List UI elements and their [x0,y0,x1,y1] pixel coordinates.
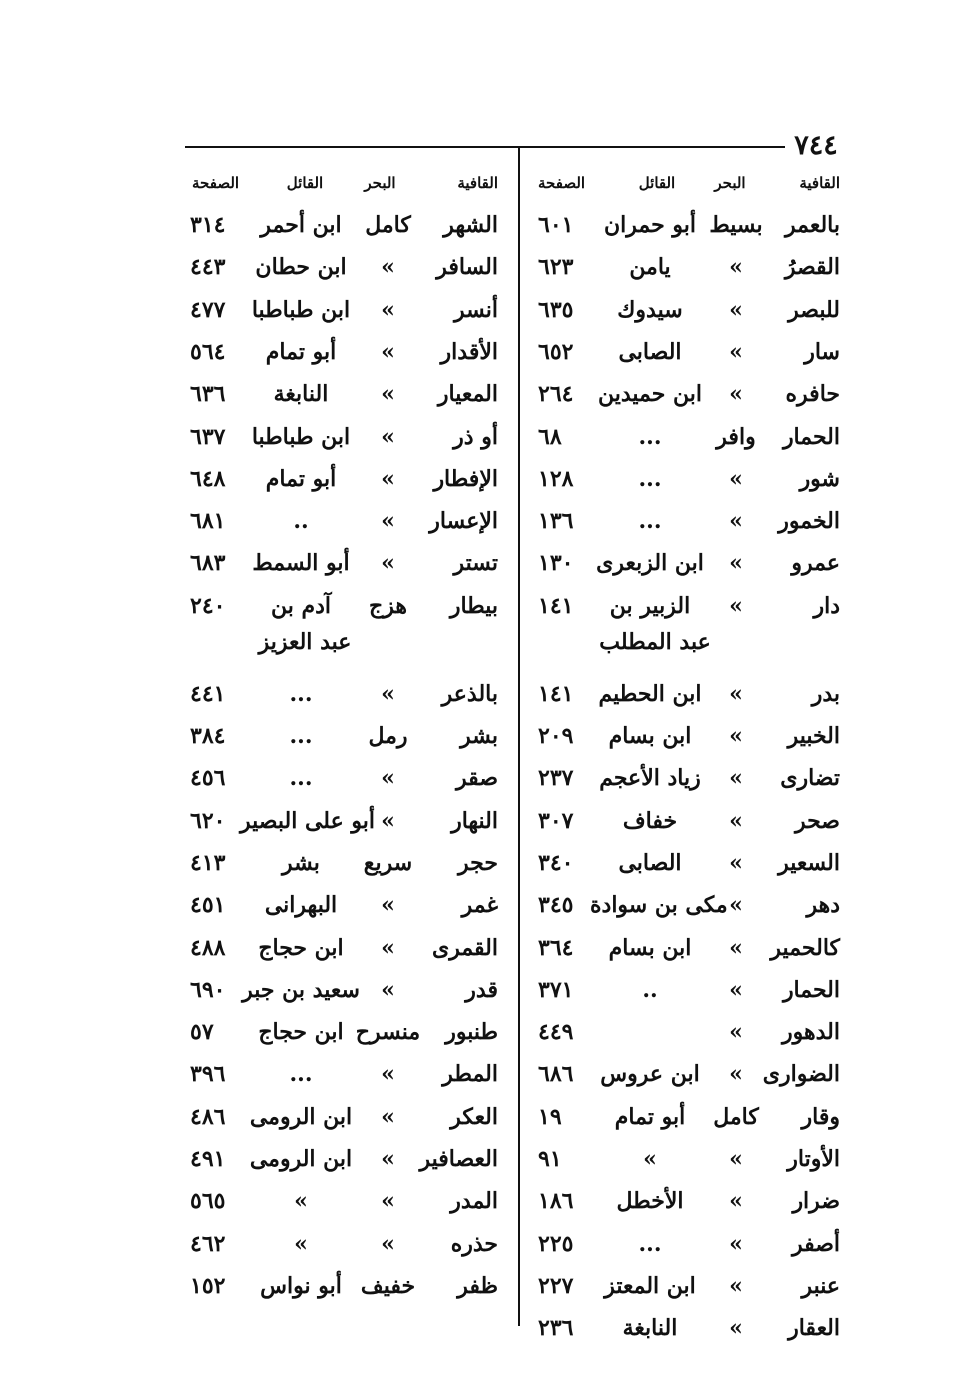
poet-cell: ابن أحمر [260,212,342,238]
page-cell: ٤٨٨ [190,934,226,961]
poet-cell: ابن بسام [608,723,692,749]
poet-continuation: عبد العزيز [258,628,352,655]
poet-cell: النابغة [273,381,329,408]
rhyme-cell: تستر [453,550,498,577]
page-cell: ٢٤٠ [190,592,226,619]
rhyme-cell: قدر [465,976,498,1003]
page-cell: ٤٥٦ [190,765,226,792]
meter-cell: « [729,934,743,961]
poet-cell: ابن حجاج [258,934,344,961]
meter-cell: كامل [713,1103,759,1130]
poet-cell: الصابى [618,849,682,876]
meter-cell: « [729,550,743,577]
page-cell: ٤٩١ [190,1146,226,1172]
poet-cell: ابن طباطبا [251,296,351,323]
index-row [0,679,975,719]
index-row [0,548,975,588]
page-cell: ٣٤٥ [538,892,574,919]
page-cell: ٤٥١ [190,892,226,919]
index-row [0,1059,975,1099]
meter-cell: « [381,254,395,281]
rhyme-cell: ظفر [457,1272,498,1299]
rhyme-cell: بالعمر [785,212,840,238]
page-cell: ٦٣٧ [190,423,226,450]
meter-cell: « [381,976,395,1003]
poet-cell: ... [638,508,662,535]
meter-cell: خفيف [360,1272,416,1299]
index-row [0,337,975,377]
rhyme-cell: عمرو [791,550,840,577]
meter-cell: « [729,338,743,365]
meter-cell: سريع [363,849,413,876]
poet-cell: ابن الحطيم [598,680,702,707]
meter-cell: « [729,296,743,323]
rhyme-cell: الضوارى [762,1061,840,1088]
index-row [0,464,975,504]
poet-cell: أبو تمام [265,465,337,492]
page-cell: ٣٨٤ [190,723,226,749]
meter-cell: « [729,1061,743,1088]
page-cell: ٦٩٠ [190,976,226,1003]
page-cell: ٣١٤ [190,212,226,238]
poet-continuation: عبد المطلب [599,628,711,655]
poet-cell: الزبير بن [609,592,691,619]
rhyme-cell: تضارى [780,765,840,792]
rhyme-cell: القصرُ [784,254,840,281]
header-rhyme-left: القافية [457,174,498,192]
page-cell: ١٢٨ [538,465,574,492]
page-cell: ١٤١ [538,680,574,707]
rhyme-cell: حذره [450,1230,498,1257]
meter-cell: « [381,550,395,577]
meter-cell: « [729,807,743,834]
rhyme-cell: صقر [456,765,498,792]
index-row [0,295,975,335]
page-cell: ٣٧١ [538,976,574,1003]
rhyme-cell: المدر [450,1188,498,1215]
meter-cell: « [381,680,395,707]
index-row [0,422,975,462]
poet-cell: أبو نواس [260,1272,342,1299]
index-row [0,210,975,250]
page-cell: ٤١٣ [190,849,226,876]
index-row [0,591,975,631]
page-cell: ٢٢٧ [538,1272,574,1299]
page-cell: ٦٨٦ [538,1061,574,1088]
rhyme-cell: سار [804,338,840,365]
page-cell: ٦٣٥ [538,296,574,323]
index-row [0,506,975,546]
rhyme-cell: المعيار [437,381,498,408]
index-row [0,1229,975,1269]
page-cell: ٤٧٧ [190,296,226,323]
page-cell: ٤٨٦ [190,1103,226,1130]
meter-cell: « [729,508,743,535]
poet-cell: ... [289,1061,313,1088]
meter-cell: وافر [716,423,756,450]
rhyme-cell: دهر [806,892,840,919]
poet-cell: الأخطل [616,1188,684,1215]
page-cell: ٦٨١ [190,508,226,535]
header-page-left: الصفحة [192,174,240,192]
poet-cell: سعيد بن جبر [242,976,360,1003]
rhyme-cell: الإفطار [433,465,498,492]
page-cell: ٩١ [538,1146,562,1172]
page-cell: ٣٤٠ [538,849,574,876]
poet-cell: ابن الزبعرى [596,550,704,577]
page-cell: ٥٦٤ [190,338,226,365]
meter-cell: رمل [368,723,408,749]
rhyme-cell: طنبور [445,1019,498,1046]
page-cell: ٦٣٦ [190,381,226,408]
header-rhyme-right: القافية [799,174,840,192]
header-poet-right: القائل [638,174,676,192]
poet-cell: ابن حميدين [597,381,703,408]
rhyme-cell: أو ذر [453,423,498,450]
poet-cell: خفاف [622,807,678,834]
page-cell: ١٤١ [538,592,574,619]
rhyme-cell: عنبر [801,1272,840,1299]
rhyme-cell: السافر [436,254,498,281]
rhyme-cell: بيطار [449,592,498,619]
page-cell: ٢٢٥ [538,1230,574,1257]
poet-cell: ابن الرومى [249,1146,353,1172]
rhyme-cell: غمر [461,892,498,919]
meter-cell: بسيط [709,212,763,238]
page-cell: ٣٩٦ [190,1061,226,1088]
poet-cell: ... [638,1230,662,1257]
poet-cell: ... [638,423,662,450]
page-cell: ٢٣٧ [538,765,574,792]
poet-cell: آدم بن [270,592,332,619]
page-number: ٧٤٤ [794,130,838,161]
page-cell: ٤٤٩ [538,1019,574,1046]
meter-cell: كامل [365,212,411,238]
poet-cell: ابن حجاج [258,1019,344,1046]
page-cell: ٦٥٢ [538,338,574,365]
meter-cell: « [729,1146,743,1172]
page-cell: ٢٣٦ [538,1315,574,1342]
poet-cell: يامن [629,254,671,281]
index-row [0,721,975,761]
page-cell: ١٥٢ [190,1272,226,1299]
rhyme-cell: صحر [794,807,840,834]
page-cell: ٢٦٤ [538,381,574,408]
poet-cell: ابن طباطبا [251,423,351,450]
rhyme-cell: بشر [460,723,498,749]
page-cell: ٦٢٣ [538,254,574,281]
meter-cell: « [729,1019,743,1046]
page-cell: ٤٦٢ [190,1230,226,1257]
index-row [0,933,975,973]
rhyme-cell: المطر [442,1061,498,1088]
index-row [0,1271,975,1311]
page-cell: ٦٨ [538,423,562,450]
meter-cell: منسرح [355,1019,421,1046]
index-row [0,975,975,1015]
meter-cell: « [729,254,743,281]
poet-cell: « [294,1188,308,1215]
page-cell: ٦٨٣ [190,550,226,577]
rhyme-cell: الخمور [778,508,840,535]
meter-cell: « [381,1061,395,1088]
meter-cell: « [381,1103,395,1130]
rhyme-cell: النهار [451,807,498,834]
index-row [0,1186,975,1226]
header-meter-left: البحر [364,174,396,192]
page-cell: ٦٢٠ [190,807,226,834]
rhyme-cell: حجر [458,849,498,876]
poet-cell: ... [289,680,313,707]
rhyme-cell: كالحمير [770,934,840,961]
rhyme-cell: العقار [788,1315,840,1342]
index-row [0,1144,975,1184]
page-cell: ١٣٦ [538,508,574,535]
index-row [0,848,975,888]
poet-cell: مكى بن سوادة [590,892,728,919]
poet-cell: .. [642,976,658,1003]
rhyme-cell: الأقدار [440,338,498,365]
poet-cell: سيدوك [617,296,683,323]
rhyme-cell: الخبير [787,723,840,749]
poet-cell: أبو السمط [252,550,350,577]
meter-cell: « [729,1272,743,1299]
page-cell: ٤٤١ [190,680,226,707]
meter-cell: « [729,765,743,792]
poet-cell: أبو تمام [614,1103,686,1130]
page-cell: ١٣٠ [538,550,574,577]
meter-cell: « [381,338,395,365]
poet-cell: ابن بسام [608,934,692,961]
rhyme-cell: الدهور [782,1019,840,1046]
page-cell: ٤٤٣ [190,254,226,281]
page-cell: ٣٠٧ [538,807,574,834]
meter-cell: « [381,423,395,450]
rhyme-cell: الأوتار [787,1146,840,1172]
poet-cell: « [294,1230,308,1257]
meter-cell: « [729,976,743,1003]
meter-cell: « [729,892,743,919]
poet-cell: .. [293,508,309,535]
page-cell: ٥٧ [190,1019,214,1046]
poet-cell: الصابى [618,338,682,365]
rhyme-cell: وقار [801,1103,840,1130]
meter-cell: « [729,1188,743,1215]
page-cell: ٦٠١ [538,212,574,238]
poet-cell: زياد الأعجم [599,765,701,792]
rhyme-cell: بالذعر [441,680,498,707]
poet-cell: بشر [282,849,320,876]
rhyme-cell: السعير [778,849,840,876]
index-row [0,763,975,803]
meter-cell: « [729,723,743,749]
meter-cell: هزج [369,592,407,619]
meter-cell: « [381,807,395,834]
poet-cell: أبو حمران [604,212,696,238]
header-poet-left: القائل [286,174,324,192]
meter-cell: « [729,381,743,408]
poet-cell: ابن عروس [600,1061,700,1088]
rhyme-cell: دار [813,592,840,619]
index-row [0,1017,975,1057]
poet-cell: ابن حطان [255,254,347,281]
meter-cell: « [381,381,395,408]
meter-cell: « [381,508,395,535]
poet-cell: البهرانى [264,892,338,919]
rhyme-cell: أصفر [791,1230,840,1257]
rhyme-cell: حافره [785,381,840,408]
index-row [0,1102,975,1142]
rhyme-cell: الشهر [443,212,498,238]
poet-cell: ... [289,723,313,749]
rhyme-cell: بدر [811,680,840,707]
poet-cell: أبو على البصير [240,807,375,834]
meter-cell: « [381,1146,395,1172]
meter-cell: « [381,1188,395,1215]
meter-cell: « [729,1315,743,1342]
meter-cell: « [729,680,743,707]
meter-cell: « [381,765,395,792]
rhyme-cell: العكر [450,1103,498,1130]
index-row [0,379,975,419]
header-page-right: الصفحة [538,174,586,192]
meter-cell: « [729,849,743,876]
meter-cell: « [381,1230,395,1257]
rhyme-cell: للبصر [788,296,840,323]
poet-cell: أبو تمام [265,338,337,365]
index-row [0,806,975,846]
poet-cell: النابغة [622,1315,678,1342]
meter-cell: « [729,592,743,619]
meter-cell: « [729,1230,743,1257]
index-row [0,1313,975,1353]
page-cell: ٢٠٩ [538,723,574,749]
index-row [0,252,975,292]
index-row [0,890,975,930]
poet-cell: ابن المعتز [604,1272,696,1299]
rhyme-cell: أنسر [454,296,498,323]
page-cell: ٥٦٥ [190,1188,226,1215]
header-meter-right: البحر [714,174,746,192]
rhyme-cell: الإعسار [429,508,498,535]
rhyme-cell: الحمار [782,976,840,1003]
rhyme-cell: الحمار [782,423,840,450]
meter-cell: « [729,465,743,492]
rhyme-cell: ضرار [792,1188,840,1215]
page-cell: ٦٤٨ [190,465,226,492]
rhyme-cell: العصافير [419,1146,498,1172]
meter-cell: « [381,296,395,323]
page-cell: ٣٦٤ [538,934,574,961]
top-rule [185,146,785,148]
page-cell: ١٨٦ [538,1188,574,1215]
rhyme-cell: شور [799,465,840,492]
meter-cell: « [381,465,395,492]
poet-cell: ... [289,765,313,792]
page-cell: ١٩ [538,1103,562,1130]
poet-cell: ابن الرومى [249,1103,353,1130]
rhyme-cell: القمرى [431,934,498,961]
poet-cell: « [643,1146,657,1172]
poet-cell: ... [638,465,662,492]
meter-cell: « [381,892,395,919]
meter-cell: « [381,934,395,961]
